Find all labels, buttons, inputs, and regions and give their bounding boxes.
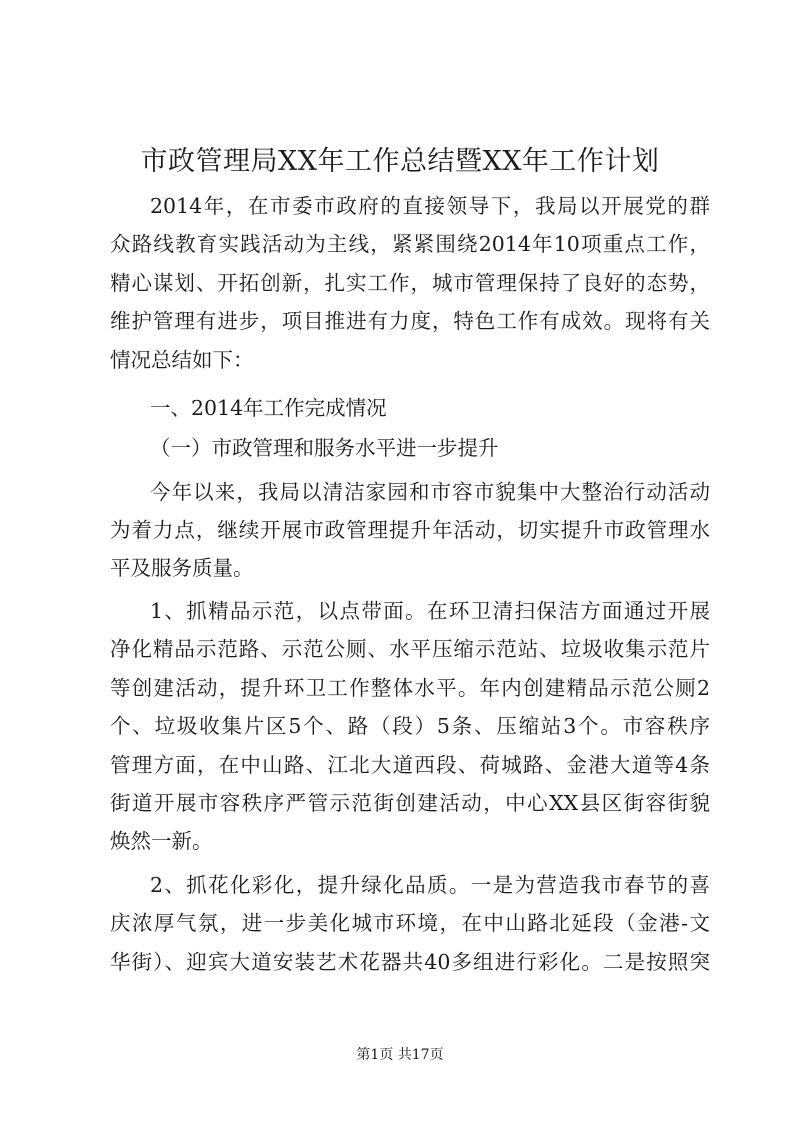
text-line: 为着力点，继续开展市政管理提升年活动，切实提升市政管理水 [110, 518, 710, 542]
text-line: 维护管理有进步，项目推进有力度，特色工作有成效。现将有关 [110, 309, 710, 333]
subsection-heading: （一）市政管理和服务水平进一步提升 [150, 436, 499, 460]
text-line: 2、抓花化彩化，提升绿化品质。一是为营造我市春节的喜 [150, 873, 710, 897]
text-line: 管理方面，在中山路、江北大道西段、荷城路、金港大道等4条 [110, 753, 710, 777]
text-line: 1、抓精品示范，以点带面。在环卫清扫保洁方面通过开展 [150, 599, 710, 623]
text-line: 庆浓厚气氛，进一步美化城市环境，在中山路北延段（金港-文 [110, 911, 710, 935]
text-line: 街道开展市容秩序严管示范街创建活动，中心XX县区街容街貌 [110, 791, 710, 815]
text-line: 今年以来，我局以清洁家园和市容市貌集中大整治行动活动 [150, 480, 710, 504]
section-heading: 一、2014年工作完成情况 [150, 396, 387, 420]
text-line: 华街）、迎宾大道安装艺术花器共40多组进行彩化。二是按照突 [110, 950, 710, 974]
text-line: 众路线教育实践活动为主线，紧紧围绕2014年10项重点工作， [110, 232, 710, 256]
text-line: 个、垃圾收集片区5个、路（段）5条、压缩站3个。市容秩序 [110, 714, 710, 738]
text-line: 等创建活动，提升环卫工作整体水平。年内创建精品示范公厕2 [110, 676, 710, 700]
document-title: 市政管理局XX年工作总结暨XX年工作计划 [140, 146, 660, 177]
text-line: 2014年，在市委市政府的直接领导下，我局以开展党的群 [150, 194, 710, 218]
page-footer: 第1页 共17页 [356, 1047, 444, 1063]
text-line: 净化精品示范路、示范公厕、水平压缩示范站、垃圾收集示范片 [110, 637, 710, 661]
text-line: 情况总结如下： [110, 348, 254, 372]
text-line: 平及服务质量。 [110, 556, 254, 580]
text-line: 精心谋划、开拓创新，扎实工作，城市管理保持了良好的态势， [110, 271, 710, 295]
text-line: 焕然一新。 [110, 829, 213, 853]
